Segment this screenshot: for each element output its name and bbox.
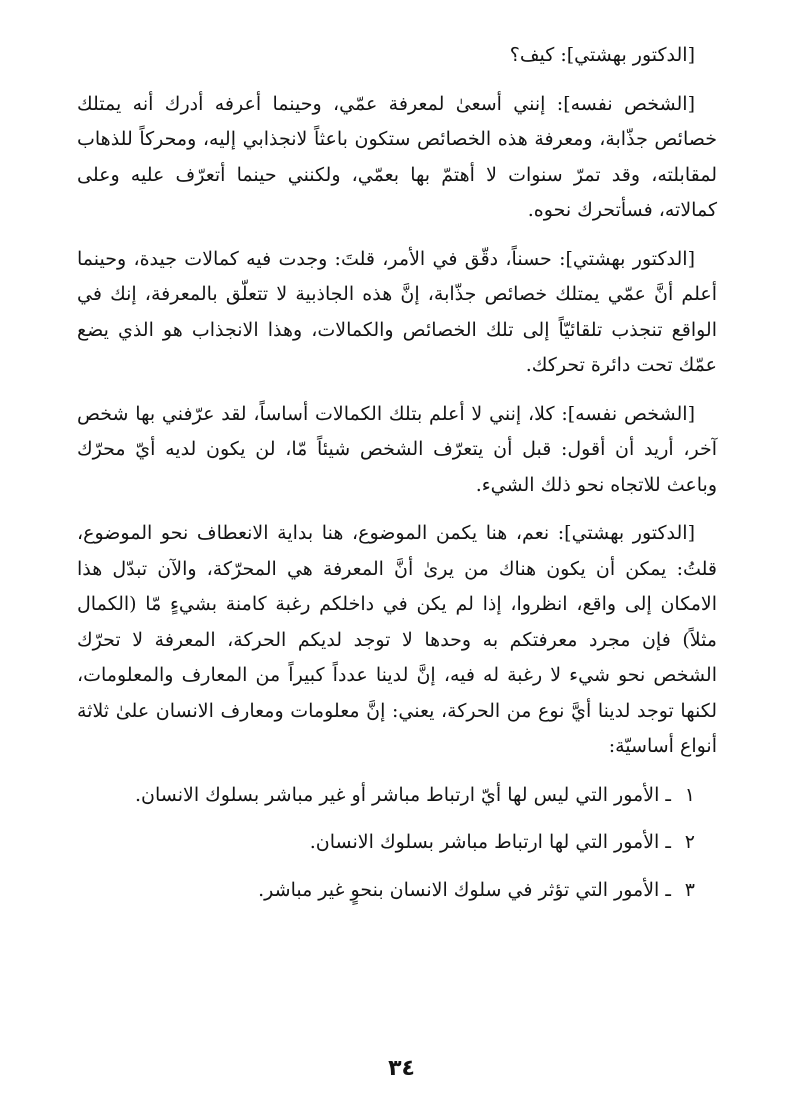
page-number: ٣٤ <box>388 1056 415 1081</box>
list-item <box>77 778 695 814</box>
list-item-number: ٣ <box>684 878 695 901</box>
list-item-number: ٢ <box>684 831 695 853</box>
paragraph-question: [الدكتور بهشتي]: كيف؟ <box>509 44 695 66</box>
paragraph-person-reply-2: [الشخص نفسه]: كلا، إنني لا أعلم بتلك الكمالات أساساً، لقد عرّفني بها شخص آخر، أريد أن أقول: قبل أن يتعرّف الشخص شيئاً مّا، لن يكون لديه أيّ محرّك وباعث للاتجاه نحو ذلك الشيء. <box>77 402 717 496</box>
list-item-number: ١ <box>684 783 695 806</box>
list-item <box>77 873 695 909</box>
paragraph-beheshti-reply-2: [الدكتور بهشتي]: نعم، هنا يكمن الموضوع، هنا بداية الانعطاف نحو الموضوع، قلتُ: يمكن أن يكون هناك من يرىٰ أنَّ المعرفة هي المحرّكة، والآن تبدّل هذا الامكان إلى واقع، انظروا، إذا لم يكن في داخلكم رغبة كامنة بشيءٍ مّا (الكمال مثلاً) فإن مجرد معرفتكم به وحدها لا توجد لديكم الحركة، المعرفة لا تحرّك الشخص نحو شيء لا رغبة له فيه، إنَّ لدينا عدداً كبيراً من المعارف والمعلومات، لكنها توجد لدينا أيَّ نوع من الحركة، يعني: إنَّ معلومات ومعارف الانسان علىٰ ثلاثة أنواع أساسيّة: <box>77 522 717 757</box>
list-item <box>77 825 695 861</box>
list-item-text: ـ الأمور التي تؤثر في سلوك الانسان بنحوٍ غير مباشر. <box>258 878 671 901</box>
paragraph-person-reply-1: [الشخص نفسه]: إنني أسعىٰ لمعرفة عمّي، وحينما أعرفه أدرك أنه يمتلك خصائص جذّابة، ومعرفة هذه الخصائص ستكون باعثاً لانجذابي إليه، ومحركاً للذهاب لمقابلته، وقد تمرّ سنوات لا أهتمّ بها بعمّي، ولكنني حينما أتعرّف عليه وعلى كمالاته، فسأتحرك نحوه. <box>77 92 717 221</box>
paragraph-beheshti-reply-1: [الدكتور بهشتي]: حسناً، دقّق في الأمر، قلتَ: وجدت فيه كمالات جيدة، وحينما أعلم أنَّ عمّي يمتلك خصائص جذّابة، إنَّ هذه الجاذبية لا تتعلّق بالمعرفة، إنك في الواقع تنجذب تلقائيّاً إلى تلك الخصائص والكمالات، وهذا الانجذاب هو الذي يضع عمّك تحت دائرة تحركك. <box>77 247 717 376</box>
list-item-text: ـ الأمور التي ليس لها أيّ ارتباط مباشر أو غير مباشر بسلوك الانسان. <box>134 783 671 806</box>
list-item-text: ـ الأمور التي لها ارتباط مباشر بسلوك الانسان. <box>309 831 671 853</box>
page-body <box>77 38 717 920</box>
